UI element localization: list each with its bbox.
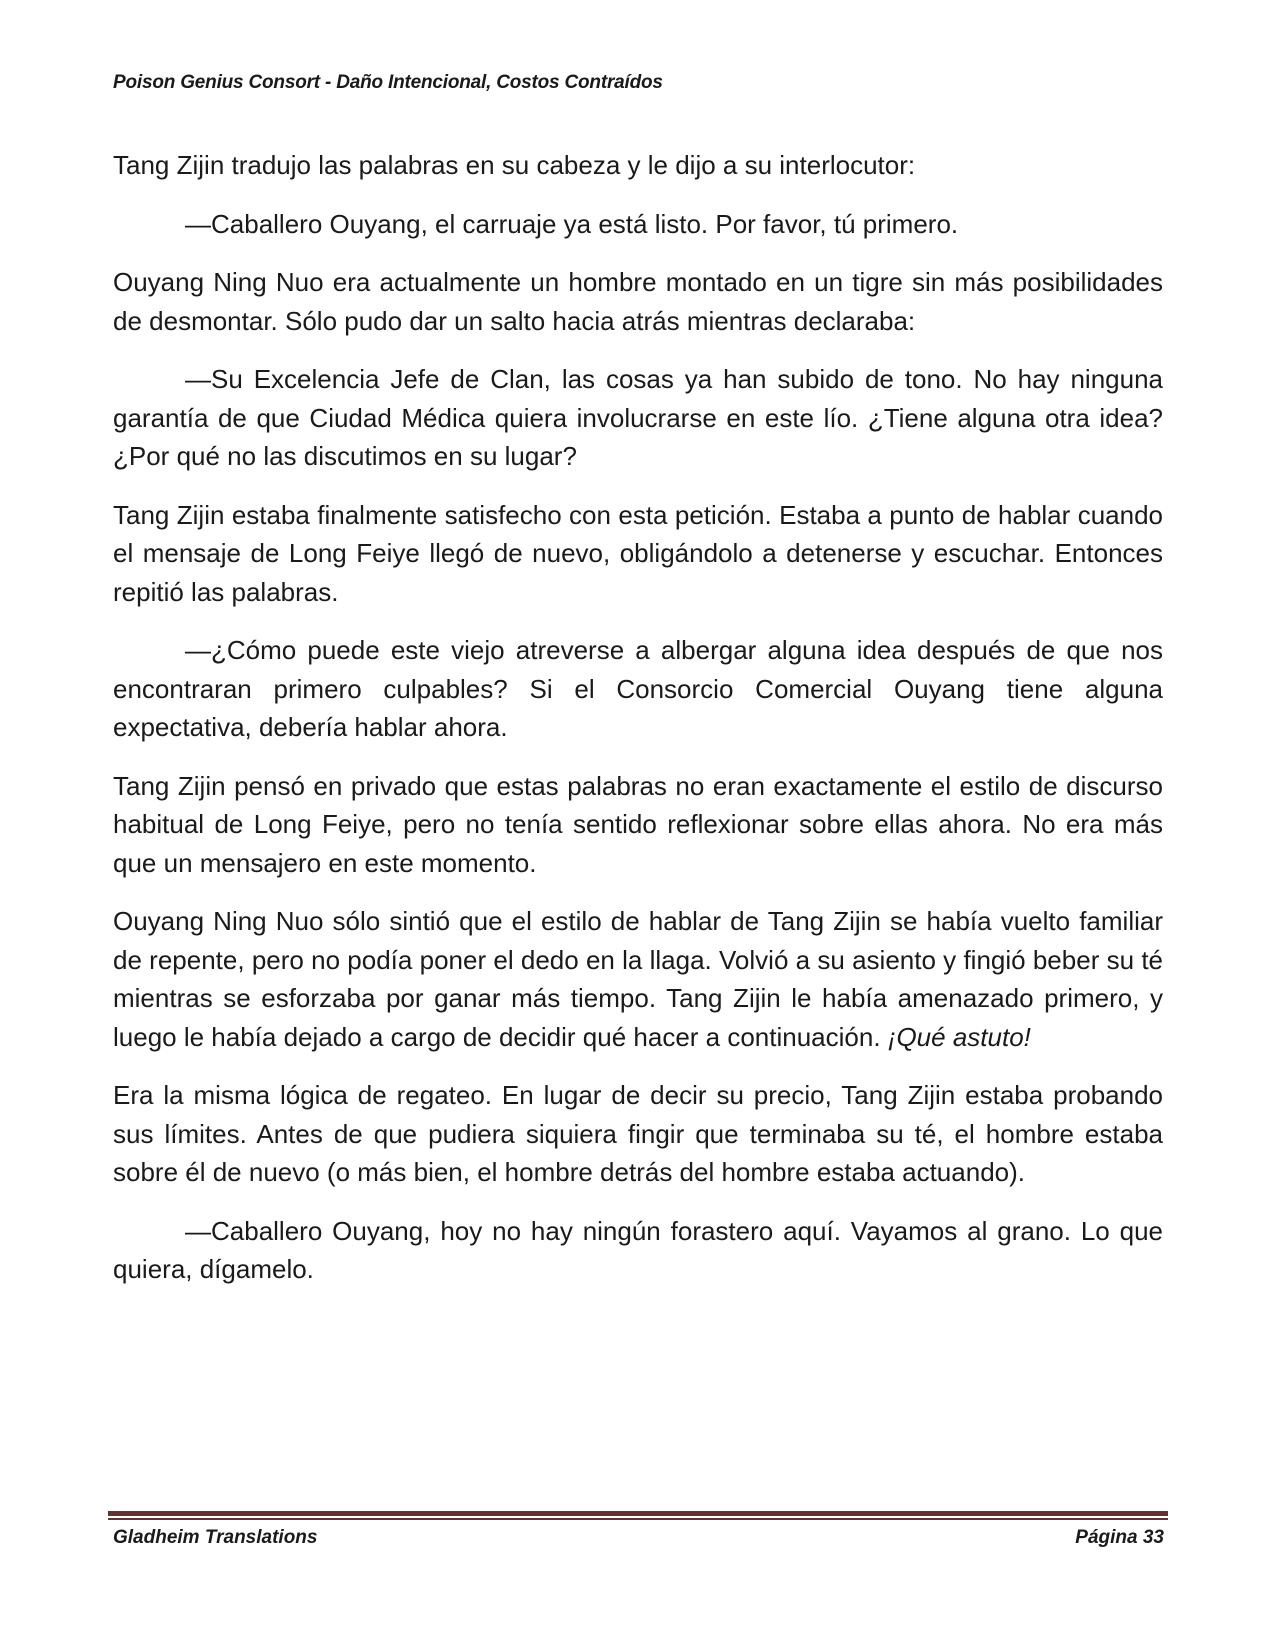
document-body bbox=[113, 146, 1163, 1309]
dialogue-paragraph: —Su Excelencia Jefe de Clan, las cosas ya han subido de tono. No hay ninguna garantía de que Ciudad Médica quiera involucrarse en este lío. ¿Tiene alguna otra idea? ¿Por qué no las discutimos en su lugar? bbox=[113, 364, 1163, 471]
paragraph-text: Ouyang Ning Nuo sólo sintió que el estilo de hablar de Tang Zijin se había vuelto familiar de repente, pero no podía poner el dedo en la llaga. Volvió a su asiento y fingió beber su té mientras se esforzaba por ganar más tiempo. Tang Zijin le había amenazado primero, y luego le había dejado a cargo de decidir qué hacer a continuación. bbox=[113, 906, 1163, 1052]
footer-divider bbox=[108, 1511, 1168, 1520]
dialogue-paragraph: —Caballero Ouyang, el carruaje ya está listo. Por favor, tú primero. bbox=[185, 208, 959, 239]
italic-exclamation: ¡Qué astuto! bbox=[887, 1021, 1031, 1052]
footer-page-number: Página 33 bbox=[1075, 1527, 1164, 1548]
footer-divider-thin bbox=[108, 1518, 1168, 1520]
dialogue-paragraph: —¿Cómo puede este viejo atreverse a albergar alguna idea después de que nos encontraran primero culpables? Si el Consorcio Comercial Ouyang tiene alguna expectativa, debería hablar ahora. bbox=[113, 635, 1163, 742]
paragraph: Tang Zijin pensó en privado que estas palabras no eran exactamente el estilo de discurso habitual de Long Feiye, pero no tenía sentido reflexionar sobre ellas ahora. No era más que un mensajero en este momento. bbox=[113, 770, 1163, 878]
paragraph: Ouyang Ning Nuo era actualmente un hombre montado en un tigre sin más posibilidades de desmontar. Sólo pudo dar un salto hacia atrás mientras declaraba: bbox=[113, 267, 1163, 336]
dialogue-paragraph: —Caballero Ouyang, hoy no hay ningún forastero aquí. Vayamos al grano. Lo que quiera, dígamelo. bbox=[113, 1215, 1163, 1284]
footer-divider-thick bbox=[108, 1511, 1168, 1516]
paragraph: Era la misma lógica de regateo. En lugar de decir su precio, Tang Zijin estaba probando sus límites. Antes de que pudiera siquiera fingir que terminaba su té, el hombre estaba sobre él de nuevo (o más bien, el hombre detrás del hombre estaba actuando). bbox=[113, 1080, 1163, 1187]
paragraph: Tang Zijin tradujo las palabras en su cabeza y le dijo a su interlocutor: bbox=[113, 150, 916, 180]
paragraph bbox=[113, 902, 1163, 1056]
footer-publisher: Gladheim Translations bbox=[113, 1527, 318, 1548]
paragraph: Tang Zijin estaba finalmente satisfecho con esta petición. Estaba a punto de hablar cuando el mensaje de Long Feiye llegó de nuevo, obligándolo a detenerse y escuchar. Entonces repitió las palabras. bbox=[113, 499, 1163, 607]
page-header-title: Poison Genius Consort - Daño Intencional, Costos Contraídos bbox=[113, 72, 663, 93]
